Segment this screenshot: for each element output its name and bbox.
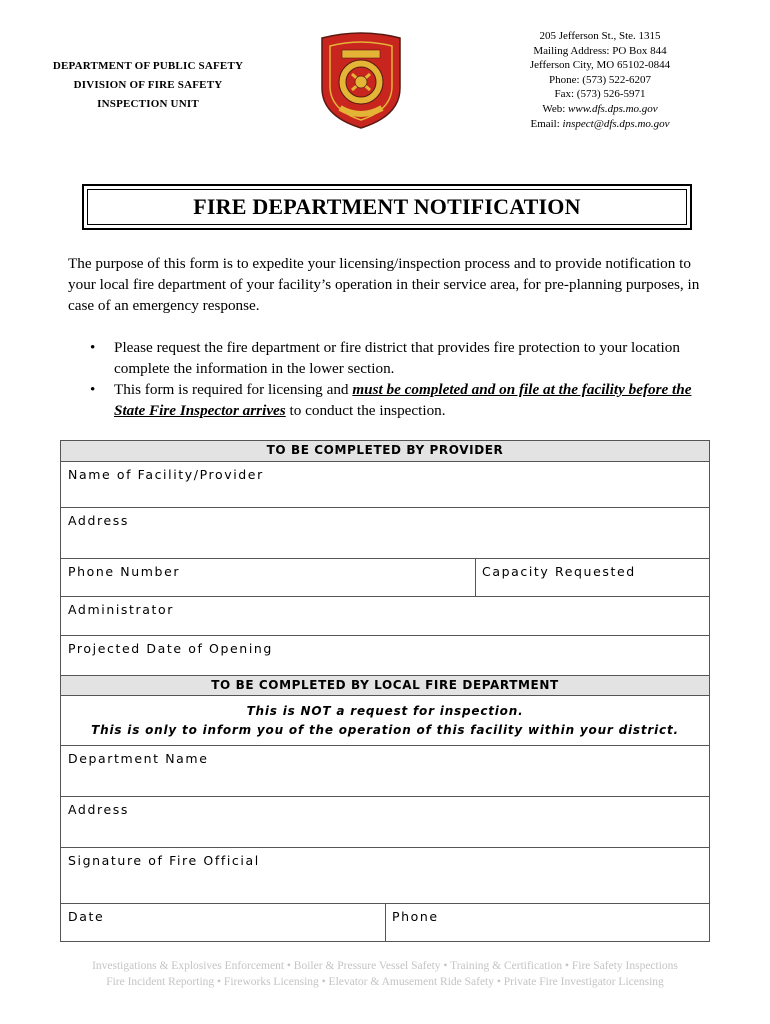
web-line: Web: www.dfs.dps.mo.gov <box>542 102 658 115</box>
administrator-label: Administrator <box>68 602 175 617</box>
fd-phone-label: Phone <box>392 909 439 924</box>
facility-name-field[interactable] <box>61 461 709 507</box>
administrator-field[interactable] <box>61 596 709 635</box>
fire-marshal-seal-logo <box>316 30 406 130</box>
emphasis-text: must be completed and on file at the facility before the State Fire Inspector arrives <box>114 381 692 419</box>
bullet-icon: • <box>90 381 96 398</box>
mailing-address: Mailing Address: PO Box 844 <box>533 44 667 57</box>
department-name-label: Department Name <box>68 751 209 766</box>
page-title: FIRE DEPARTMENT NOTIFICATION <box>87 189 687 225</box>
fire-department-section-header: TO BE COMPLETED BY LOCAL FIRE DEPARTMENT <box>61 675 709 695</box>
date-label: Date <box>68 909 105 924</box>
footer-services <box>40 958 730 990</box>
instruction-item: • This form is required for licensing and must be completed and on file at the facility before the State Fire Inspector arrives to conduct the inspection. <box>90 381 692 419</box>
contact-info <box>500 29 700 131</box>
footer-line-1: Investigations & Explosives Enforcement • Boiler & Pressure Vessel Safety • Training & Certification • Fire Safety Inspections <box>92 960 678 972</box>
column-divider <box>385 904 386 941</box>
department-header <box>32 57 264 114</box>
department-name: DEPARTMENT OF PUBLIC SAFETY <box>52 60 244 72</box>
opening-date-label: Projected Date of Opening <box>68 641 273 656</box>
provider-section-header: TO BE COMPLETED BY PROVIDER <box>61 441 709 461</box>
fax-line: Fax: (573) 526-5971 <box>554 88 646 101</box>
notice-line-1: This is NOT a request for inspection. <box>246 704 524 718</box>
address-street: 205 Jefferson St., Ste. 1315 <box>539 30 661 42</box>
notice-line-2: This is only to inform you of the operation of this facility within your district. <box>91 723 679 737</box>
address-field[interactable] <box>61 507 709 558</box>
opening-date-field[interactable] <box>61 635 709 675</box>
footer-line-2: Fire Incident Reporting • Fireworks Licensing • Elevator & Amusement Ride Safety • Private Fire Investigator Licensing <box>106 976 664 988</box>
department-name-field[interactable] <box>61 745 709 796</box>
division-name: DIVISION OF FIRE SAFETY <box>73 79 223 91</box>
capacity-label: Capacity Requested <box>482 564 636 579</box>
signature-field[interactable] <box>61 847 709 903</box>
intro-paragraph: The purpose of this form is to expedite your licensing/inspection process and to provide notification to your local fire department of your facility’s operation in their service area, for pre-planning purposes, in case of an emergency response. <box>68 255 700 314</box>
column-divider <box>475 559 476 596</box>
bullet-icon: • <box>90 339 96 356</box>
date-phone-row <box>61 903 709 941</box>
notification-form <box>60 440 710 942</box>
fd-address-field[interactable] <box>61 796 709 847</box>
phone-capacity-row <box>61 558 709 596</box>
phone-line: Phone: (573) 522-6207 <box>548 73 652 86</box>
notice-block <box>61 695 709 745</box>
email-link[interactable]: inspect@dfs.dps.mo.gov <box>562 117 670 130</box>
fd-address-label: Address <box>68 802 129 817</box>
facility-name-label: Name of Facility/Provider <box>68 467 264 482</box>
address-city: Jefferson City, MO 65102-0844 <box>529 59 671 72</box>
address-label: Address <box>68 513 129 528</box>
instruction-item: • Please request the fire department or fire district that provides fire protection to your location complete the information in the lower section. <box>90 339 680 377</box>
phone-number-label: Phone Number <box>68 564 181 579</box>
signature-label: Signature of Fire Official <box>68 853 260 868</box>
email-line: Email: inspect@dfs.dps.mo.gov <box>530 117 670 130</box>
instruction-list <box>90 337 710 421</box>
unit-name: INSPECTION UNIT <box>97 98 199 110</box>
web-link[interactable]: www.dfs.dps.mo.gov <box>568 102 658 115</box>
title-box <box>82 184 692 230</box>
